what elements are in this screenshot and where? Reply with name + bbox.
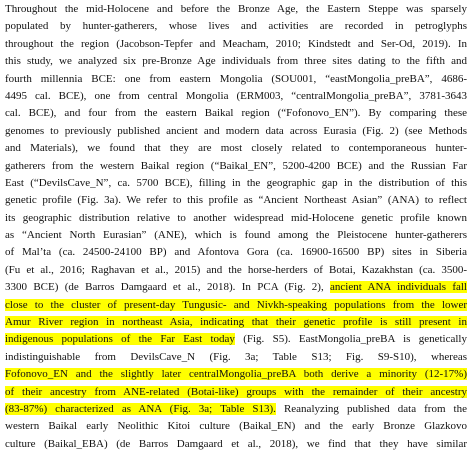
text-line [5, 244, 467, 261]
text-line [5, 123, 467, 140]
text-segment: (Fig. S5). EastMongolia_preBA is genetically [234, 333, 467, 346]
highlighted-text: (83-87%) characterized as ANA (Fig. 3a; Table S13). [5, 402, 276, 415]
text-line [5, 418, 467, 435]
text-segment: this study, we analyzed six pre-Bronze Age individuals from three sites dating to the fifth and [5, 55, 467, 68]
text-line [5, 436, 467, 453]
body-paragraph [5, 1, 467, 453]
text-segment: East (“DevilsCave_N”, ca. 5700 BCE), filling in the geographic gap in the distribution of this [5, 176, 467, 189]
text-segment: as “Ancient North Eurasian” (ANE), which is found among the Pleistocene hunter-gatherers [5, 229, 467, 242]
text-line [5, 331, 467, 348]
text-segment: fourth millennia BCE: one from eastern Mongolia (SOU001, “eastMongolia_preBA”, 4686- [5, 72, 467, 85]
highlighted-text: ancient ANA individuals fall [330, 281, 467, 294]
text-segment: populated by hunter-gatherers, whose lives and activities are recorded in petroglyphs [5, 20, 467, 33]
text-line [5, 297, 467, 314]
text-line [5, 140, 467, 157]
text-segment: throughout the region (Jacobson-Tepfer and Meacham, 2010; Kindstedt and Ser-Od, 2019). In [5, 37, 467, 50]
text-line [5, 227, 467, 244]
text-line [5, 175, 467, 192]
text-segment: cal. BCE), and four from the eastern Baikal region (“Fofonovo_EN”). By comparing these [5, 107, 467, 120]
text-line [5, 262, 467, 279]
text-segment: (Fu et al., 2016; Raghavan et al., 2015) and the horse-herders of Botai, Kazakhstan (ca. 3500- [5, 263, 467, 276]
text-segment: 3300 BCE) (de Barros Damgaard et al., 2018). In PCA (Fig. 2), [5, 281, 331, 294]
text-line [5, 279, 467, 296]
text-segment: culture (Baikal_EBA) (de Barros Damgaard et al., 2018), we find that they have similar [5, 437, 467, 450]
text-segment: gatherers from the western Baikal region (“Baikal_EN”, 5200-4200 BCE) and the Russian Far [5, 159, 467, 172]
text-line [5, 349, 467, 366]
text-line [5, 401, 467, 418]
text-line [5, 192, 467, 209]
text-segment: and Materials), we found that they are most closely related to contemporaneous hunter- [5, 142, 467, 155]
text-line [5, 88, 467, 105]
text-line [5, 71, 467, 88]
text-line [5, 1, 467, 18]
text-line [5, 314, 467, 331]
text-segment: genomes to previously published ancient and modern data across Eurasia (Fig. 2) (see Methods [5, 124, 467, 137]
text-segment: genetic profile (Fig. 3a). We refer to this profile as “Ancient Northeast Asian” (ANA) to reflect [5, 194, 467, 207]
text-line [5, 53, 467, 70]
highlighted-text: Amur River region in northeast Asia, indicating that their genetic profile is still present in [5, 316, 467, 329]
text-segment: indistinguishable from DevilsCave_N (Fig. 3a; Table S13; Fig. S9-S10), whereas [5, 350, 467, 363]
highlighted-text: of their ancestry from ANE-related (Botai-like) groups with the remainder of their ancestry [5, 385, 467, 398]
highlighted-text: Fofonovo_EN and the slightly later centralMongolia_preBA both derive a minority (12-17%) [5, 368, 467, 381]
text-segment: of Mal’ta (ca. 24500-24100 BP) and Afontova Gora (ca. 16900-16500 BP) sites in Siberia [5, 246, 467, 259]
text-segment: western Baikal early Neolithic Kitoi culture (Baikal_EN) and the early Bronze Glazkovo [5, 420, 467, 433]
text-line [5, 366, 467, 383]
text-line [5, 36, 467, 53]
text-line [5, 158, 467, 175]
text-segment: Reanalyzing published data from the [275, 402, 467, 415]
text-line [5, 384, 467, 401]
text-line [5, 210, 467, 227]
text-segment: 4495 cal. BCE), one from central Mongolia (ERM003, “centralMongolia_preBA”, 3781-3643 [5, 89, 467, 102]
text-line [5, 105, 467, 122]
highlighted-text: indigenous populations of the Far East today [5, 333, 235, 346]
highlighted-text: close to the cluster of present-day Tungusic- and Nivkh-speaking populations from the lower [5, 298, 467, 311]
text-line [5, 18, 467, 35]
text-segment: its geographic distribution relative to another widespread mid-Holocene genetic profile known [5, 211, 467, 224]
text-segment: Throughout the mid-Holocene and before the Bronze Age, the Eastern Steppe was sparsely [5, 3, 467, 15]
